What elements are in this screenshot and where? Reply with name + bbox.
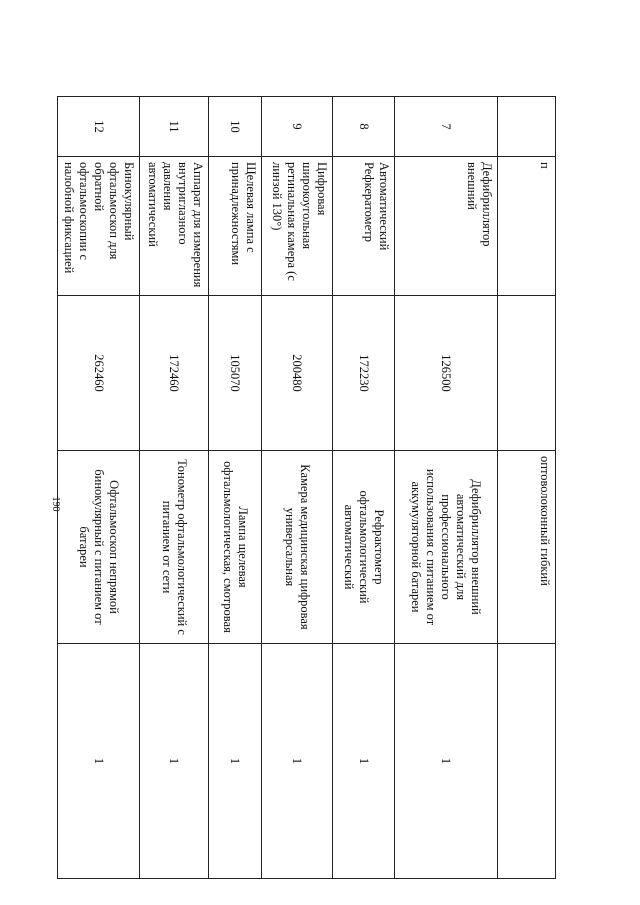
quantity-cell: 1 xyxy=(333,644,395,879)
row-number-cell: 12 xyxy=(58,97,140,157)
table-row xyxy=(209,97,262,879)
quantity-cell: 1 xyxy=(58,644,140,879)
price-cell xyxy=(498,296,556,451)
item-name-cell: Щелевая лампа с принадлежностями xyxy=(209,157,262,296)
spec-cell: Офтальмоскоп непрямой бинокулярный с питанием от батареи xyxy=(58,451,140,644)
item-name-cell: Бинокулярный офтальмоскоп для обратной офтальмоскопии с налобной фиксацией xyxy=(58,157,140,296)
spec-cell: Тонометр офтальмологический с питанием от сети xyxy=(140,451,209,644)
spec-cell: Камера медицинская цифровая универсальная xyxy=(262,451,333,644)
table-row-continuation xyxy=(498,97,556,879)
price-cell: 105070 xyxy=(209,296,262,451)
item-name-cell: п xyxy=(498,157,556,296)
item-name-cell: Автоматический Рефкератометр xyxy=(333,157,395,296)
quantity-cell: 1 xyxy=(209,644,262,879)
spec-cell: Лампа щелевая офтальмологическая, смотровая xyxy=(209,451,262,644)
row-number-cell: 7 xyxy=(395,97,498,157)
price-cell: 172460 xyxy=(140,296,209,451)
table-row xyxy=(333,97,395,879)
spec-cell: Дефибриллятор внешний автоматический для профессионального использования с питанием от аккумуляторной батареи xyxy=(395,451,498,644)
table-row xyxy=(262,97,333,879)
price-cell: 262460 xyxy=(58,296,140,451)
price-cell: 126500 xyxy=(395,296,498,451)
quantity-cell: 1 xyxy=(395,644,498,879)
price-cell: 172230 xyxy=(333,296,395,451)
spec-cell: оптоволоконный гибкий xyxy=(498,451,556,644)
quantity-cell: 1 xyxy=(140,644,209,879)
quantity-cell xyxy=(498,644,556,879)
row-number-cell: 10 xyxy=(209,97,262,157)
price-cell: 200480 xyxy=(262,296,333,451)
page-number: 190 xyxy=(50,496,61,512)
row-number-cell xyxy=(498,97,556,157)
item-name-cell: Аппарат для измерения внутриглазного давления автоматический xyxy=(140,157,209,296)
table-row xyxy=(395,97,498,879)
equipment-table xyxy=(57,96,556,879)
quantity-cell: 1 xyxy=(262,644,333,879)
row-number-cell: 9 xyxy=(262,97,333,157)
spec-cell: Рефрактометр офтальмологический автоматический xyxy=(333,451,395,644)
table-row xyxy=(140,97,209,879)
item-name-cell: Дефибриллятор внешний xyxy=(395,157,498,296)
rotated-table-container xyxy=(62,96,556,878)
table-row xyxy=(58,97,140,879)
row-number-cell: 11 xyxy=(140,97,209,157)
item-name-cell: Цифровая широкоугольная ретинальная камера (с линзой 130°) xyxy=(262,157,333,296)
row-number-cell: 8 xyxy=(333,97,395,157)
